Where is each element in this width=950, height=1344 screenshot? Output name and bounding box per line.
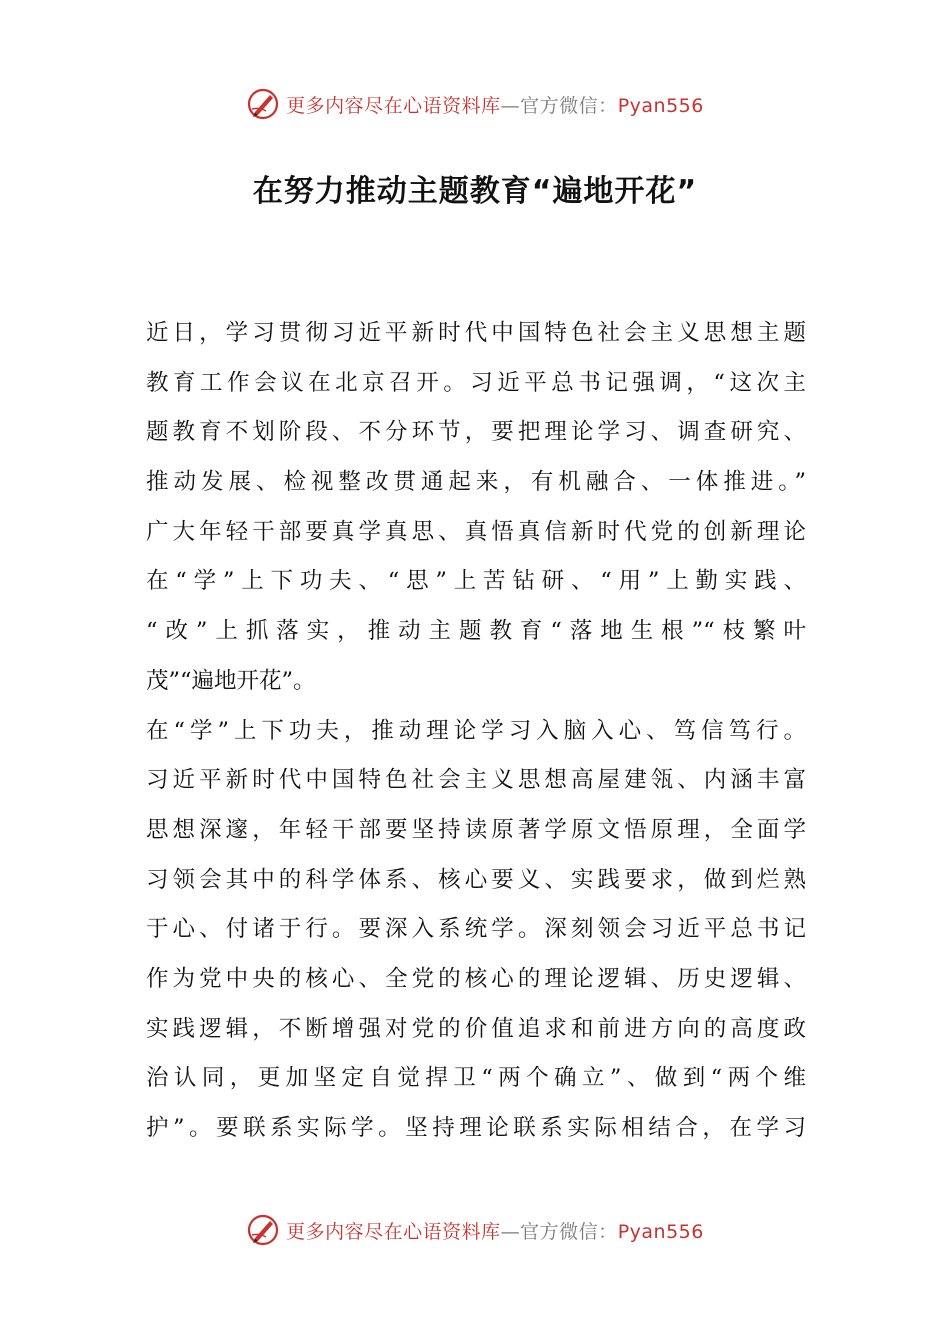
watermark-text: 更多内容尽在心语资料库 <box>286 94 501 117</box>
body-line: 题教育不划阶段、不分环节，要把理论学习、调查研究、 <box>146 419 806 446</box>
document-title: 在努力推动主题教育“遍地开花” <box>252 174 698 209</box>
body-line: 在“学”上下功夫、“思”上苦钻研、“用”上勤实践、 <box>146 568 806 595</box>
watermark-wechat-id: Pyan556 <box>617 94 704 117</box>
watermark-banner-top <box>0 84 950 124</box>
watermark-wechat-label: —官方微信： <box>500 94 618 117</box>
watermark-banner-bottom <box>0 1210 950 1250</box>
body-line: 治认同，更加坚定自觉捍卫“两个确立”、做到“两个维 <box>146 1065 806 1092</box>
body-line: 广大年轻干部要真学真思、真悟真信新时代党的创新理论 <box>146 518 806 545</box>
body-line: 习领会其中的科学体系、核心要义、实践要求，做到烂熟 <box>146 866 806 893</box>
body-line: 推动发展、检视整改贯通起来，有机融合、一体推进。” <box>146 469 806 496</box>
body-line: 护”。要联系实际学。坚持理论联系实际相结合，在学习 <box>146 1115 806 1141</box>
pen-logo-icon <box>246 1213 280 1247</box>
body-line: 思想深邃，年轻干部要坚持读原著学原文悟原理，全面学 <box>146 816 806 843</box>
watermark-wechat-id: Pyan556 <box>617 1220 704 1243</box>
body-line: 教育工作会议在北京召开。习近平总书记强调，“这次主 <box>146 369 806 396</box>
body-line: 作为党中央的核心、全党的核心的理论逻辑、历史逻辑、 <box>146 965 806 992</box>
body-line: 于心、付诸于行。要深入系统学。深刻领会习近平总书记 <box>146 916 806 943</box>
document-body <box>146 309 806 1154</box>
body-line: “改”上抓落实，推动主题教育“落地生根”“枝繁叶 <box>146 618 806 645</box>
body-line: 茂”“遍地开花”。 <box>146 667 316 694</box>
body-line: 习近平新时代中国特色社会主义思想高屋建瓴、内涵丰富 <box>146 767 806 794</box>
watermark-wechat-label: —官方微信： <box>500 1220 618 1243</box>
watermark-text: 更多内容尽在心语资料库 <box>286 1220 501 1243</box>
body-line: 在“学”上下功夫，推动理论学习入脑入心、笃信笃行。 <box>146 717 806 744</box>
pen-logo-icon <box>246 87 280 121</box>
body-line: 近日，学习贯彻习近平新时代中国特色社会主义思想主题 <box>146 320 806 346</box>
body-line: 实践逻辑，不断增强对党的价值追求和前进方向的高度政 <box>146 1015 806 1042</box>
